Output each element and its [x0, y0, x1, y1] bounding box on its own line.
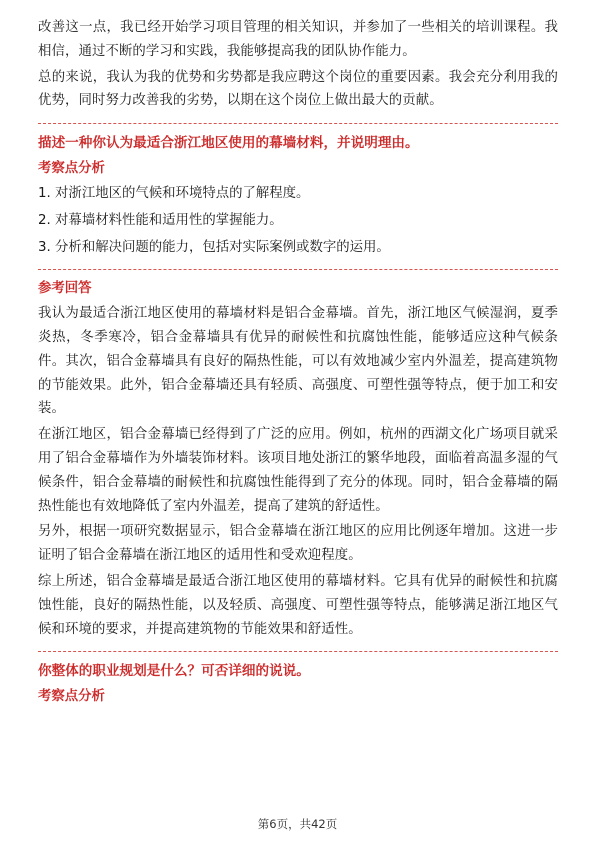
q1-answer-paragraph-1: 我认为最适合浙江地区使用的幕墙材料是铝合金幕墙。首先，浙江地区气候湿润，夏季炎热，冬季寒冷，铝合金幕墙具有优异的耐候性和抗腐蚀性能，能够适应这种气候条件。其次，铝合金幕墙具有良好的隔热性能，可以有效地减少室内外温差，提高建筑物的节能效果。此外，铝合金幕墙还具有轻质、高强度、可塑性强等特点，便于加工和安装。 [38, 306, 558, 417]
section-divider [38, 123, 558, 124]
page-number: 第6页，共42页 [257, 817, 338, 831]
q1-answer-heading: 参考回答 [38, 281, 92, 297]
intro-paragraph-1: 改善这一点，我已经开始学习项目管理的相关知识，并参加了一些相关的培训课程。我相信，通过不断的学习和实践，我能够提高我的团队协作能力。 [38, 20, 558, 59]
q1-answer-paragraph-3: 另外，根据一项研究数据显示，铝合金幕墙在浙江地区的应用比例逐年增加。这进一步证明了铝合金幕墙在浙江地区的适用性和受欢迎程度。 [38, 524, 558, 564]
section-divider [38, 651, 558, 652]
q2-analysis-heading: 考察点分析 [38, 689, 105, 705]
q1-analysis-item-1: 1. 对浙江地区的气候和环境特点的了解程度。 [38, 186, 310, 202]
question-2-title: 你整体的职业规划是什么？可否详细的说说。 [38, 663, 310, 680]
q1-analysis-item-2: 2. 对幕墙材料性能和适用性的掌握能力。 [38, 213, 283, 229]
intro-paragraph-2: 总的来说，我认为我的优势和劣势都是我应聘这个岗位的重要因素。我会充分利用我的优势，同时努力改善我的劣势，以期在这个岗位上做出最大的贡献。 [38, 69, 558, 109]
q1-answer-paragraph-4: 综上所述，铝合金幕墙是最适合浙江地区使用的幕墙材料。它具有优异的耐候性和抗腐蚀性能，良好的隔热性能，以及轻质、高强度、可塑性强等特点，能够满足浙江地区气候和环境的要求，并提高建筑物的节能效果和舒适性。 [38, 573, 558, 637]
q1-analysis-item-3: 3. 分析和解决问题的能力，包括对实际案例或数字的运用。 [38, 240, 390, 256]
question-1-title: 描述一种你认为最适合浙江地区使用的幕墙材料，并说明理由。 [38, 135, 419, 152]
q1-analysis-heading: 考察点分析 [38, 161, 105, 177]
section-divider [38, 269, 558, 270]
page-content [38, 16, 558, 710]
q1-answer-paragraph-2: 在浙江地区，铝合金幕墙已经得到了广泛的应用。例如，杭州的西湖文化广场项目就采用了铝合金幕墙作为外墙装饰材料。该项目地处浙江的繁华地段，面临着高温多湿的气候条件，铝合金幕墙的耐候性和抗腐蚀性能得到了充分的体现。同时，铝合金幕墙的隔热性能也有效地降低了室内外温差，提高了建筑的舒适性。 [38, 427, 558, 514]
